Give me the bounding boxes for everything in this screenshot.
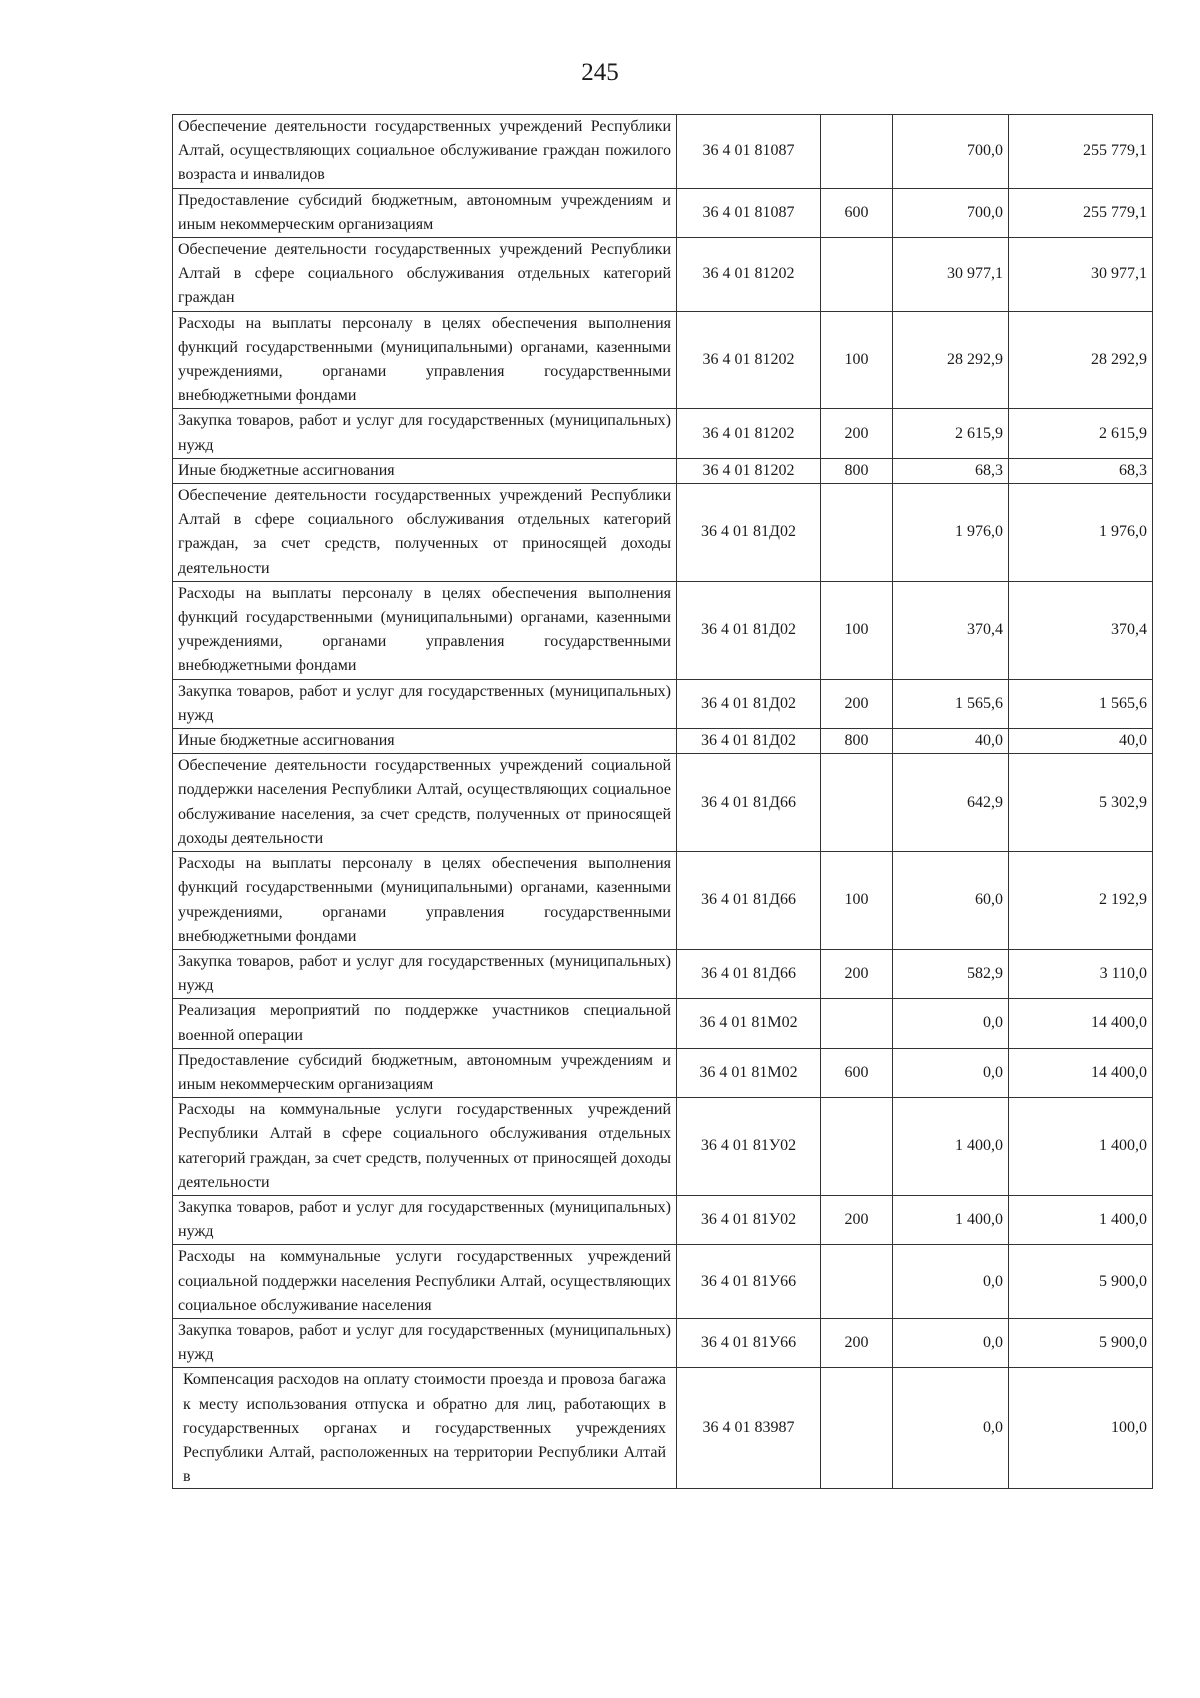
row-expense-type-cell: 200 <box>821 1195 893 1244</box>
row-amount-total-cell: 1 400,0 <box>1009 1195 1153 1244</box>
row-code-cell: 36 4 01 81Д02 <box>677 679 821 728</box>
row-expense-type-cell <box>821 1245 893 1319</box>
table-row <box>173 679 1153 728</box>
table-row <box>173 1245 1153 1319</box>
row-code-cell: 36 4 01 81202 <box>677 458 821 483</box>
row-name-text: Компенсация расходов на оплату стоимости проезда и провоза багажа к месту использования отпуска и обратно для лиц, работающих в государственных органах и государственных учреждениях Республики Алтай, расположенных на территории Республики Алтай в <box>183 1371 666 1486</box>
table-row <box>173 1318 1153 1367</box>
row-code-cell: 36 4 01 81202 <box>677 238 821 312</box>
row-code-cell: 36 4 01 81202 <box>677 409 821 458</box>
table-row <box>173 1368 1153 1489</box>
row-name-cell: Предоставление субсидий бюджетным, автономным учреждениям и иным некоммерческим организациям <box>173 1048 677 1097</box>
row-code-cell: 36 4 01 81М02 <box>677 1048 821 1097</box>
row-amount-total-cell: 100,0 <box>1009 1368 1153 1489</box>
row-amount-cell: 2 615,9 <box>893 409 1009 458</box>
row-name-cell: Закупка товаров, работ и услуг для государственных (муниципальных) нужд <box>173 1318 677 1367</box>
row-expense-type-cell <box>821 999 893 1048</box>
row-expense-type-cell <box>821 115 893 189</box>
table-row <box>173 188 1153 237</box>
table-row <box>173 1195 1153 1244</box>
row-code-cell: 36 4 01 81У02 <box>677 1098 821 1196</box>
row-code-cell: 36 4 01 81Д66 <box>677 852 821 950</box>
row-amount-cell: 68,3 <box>893 458 1009 483</box>
row-amount-total-cell: 68,3 <box>1009 458 1153 483</box>
row-amount-total-cell: 370,4 <box>1009 581 1153 679</box>
row-name-cell: Предоставление субсидий бюджетным, автономным учреждениям и иным некоммерческим организациям <box>173 188 677 237</box>
row-amount-total-cell: 5 900,0 <box>1009 1318 1153 1367</box>
row-amount-total-cell: 255 779,1 <box>1009 115 1153 189</box>
row-name-cell: Обеспечение деятельности государственных учреждений Республики Алтай в сфере социального обслуживания отдельных категорий граждан <box>173 238 677 312</box>
row-name-cell: Закупка товаров, работ и услуг для государственных (муниципальных) нужд <box>173 949 677 998</box>
table-row <box>173 238 1153 312</box>
row-name-cell: Обеспечение деятельности государственных учреждений Республики Алтай, осуществляющих социальное обслуживание граждан пожилого возраста и инвалидов <box>173 115 677 189</box>
row-name-cell <box>173 1368 677 1489</box>
row-name-cell: Иные бюджетные ассигнования <box>173 458 677 483</box>
row-amount-total-cell: 2 615,9 <box>1009 409 1153 458</box>
row-name-cell: Расходы на выплаты персоналу в целях обеспечения выполнения функций государственными (муниципальными) органами, казенными учреждениями, органами управления государственными внебюджетными фондами <box>173 581 677 679</box>
row-name-cell: Обеспечение деятельности государственных учреждений социальной поддержки населения Республики Алтай, осуществляющих социальное обслуживание населения, за счет средств, полученных от приносящей доходы деятельности <box>173 754 677 852</box>
row-name-cell: Расходы на коммунальные услуги государственных учреждений Республики Алтай в сфере социального обслуживания отдельных категорий граждан, за счет средств, полученных от приносящей доходы деятельности <box>173 1098 677 1196</box>
row-amount-cell: 0,0 <box>893 1318 1009 1367</box>
row-amount-cell: 1 400,0 <box>893 1098 1009 1196</box>
row-code-cell: 36 4 01 81Д02 <box>677 484 821 582</box>
row-amount-total-cell: 1 565,6 <box>1009 679 1153 728</box>
row-code-cell: 36 4 01 81202 <box>677 311 821 409</box>
row-amount-cell: 1 565,6 <box>893 679 1009 728</box>
row-code-cell: 36 4 01 81Д02 <box>677 581 821 679</box>
row-expense-type-cell: 200 <box>821 679 893 728</box>
row-amount-total-cell: 30 977,1 <box>1009 238 1153 312</box>
row-code-cell: 36 4 01 81У66 <box>677 1318 821 1367</box>
row-amount-cell: 582,9 <box>893 949 1009 998</box>
row-expense-type-cell <box>821 1098 893 1196</box>
budget-table-body <box>173 115 1153 1489</box>
row-amount-total-cell: 1 976,0 <box>1009 484 1153 582</box>
row-amount-total-cell: 5 302,9 <box>1009 754 1153 852</box>
row-name-cell: Расходы на коммунальные услуги государственных учреждений социальной поддержки населения Республики Алтай, осуществляющих социальное обслуживание населения <box>173 1245 677 1319</box>
row-amount-cell: 0,0 <box>893 999 1009 1048</box>
row-amount-total-cell: 5 900,0 <box>1009 1245 1153 1319</box>
row-amount-total-cell: 14 400,0 <box>1009 999 1153 1048</box>
row-amount-cell: 60,0 <box>893 852 1009 950</box>
row-name-cell: Расходы на выплаты персоналу в целях обеспечения выполнения функций государственными (муниципальными) органами, казенными учреждениями, органами управления государственными внебюджетными фондами <box>173 311 677 409</box>
table-row <box>173 484 1153 582</box>
row-expense-type-cell <box>821 238 893 312</box>
budget-table <box>172 114 1153 1489</box>
row-code-cell: 36 4 01 83987 <box>677 1368 821 1489</box>
row-amount-cell: 1 976,0 <box>893 484 1009 582</box>
table-row <box>173 852 1153 950</box>
row-expense-type-cell: 100 <box>821 311 893 409</box>
table-row <box>173 729 1153 754</box>
row-code-cell: 36 4 01 81М02 <box>677 999 821 1048</box>
row-code-cell: 36 4 01 81У66 <box>677 1245 821 1319</box>
row-amount-cell: 700,0 <box>893 115 1009 189</box>
row-name-cell: Обеспечение деятельности государственных учреждений Республики Алтай в сфере социального обслуживания отдельных категорий граждан, за счет средств, полученных от приносящей доходы деятельности <box>173 484 677 582</box>
row-amount-cell: 1 400,0 <box>893 1195 1009 1244</box>
table-row <box>173 949 1153 998</box>
table-row <box>173 999 1153 1048</box>
row-name-cell: Закупка товаров, работ и услуг для государственных (муниципальных) нужд <box>173 679 677 728</box>
row-amount-cell: 700,0 <box>893 188 1009 237</box>
row-expense-type-cell <box>821 484 893 582</box>
row-expense-type-cell: 200 <box>821 1318 893 1367</box>
table-row <box>173 458 1153 483</box>
row-amount-total-cell: 14 400,0 <box>1009 1048 1153 1097</box>
row-amount-total-cell: 40,0 <box>1009 729 1153 754</box>
row-amount-cell: 40,0 <box>893 729 1009 754</box>
row-code-cell: 36 4 01 81Д02 <box>677 729 821 754</box>
row-expense-type-cell: 100 <box>821 581 893 679</box>
table-row <box>173 1098 1153 1196</box>
row-amount-cell: 370,4 <box>893 581 1009 679</box>
table-row <box>173 1048 1153 1097</box>
row-name-cell: Иные бюджетные ассигнования <box>173 729 677 754</box>
row-amount-total-cell: 28 292,9 <box>1009 311 1153 409</box>
row-amount-cell: 28 292,9 <box>893 311 1009 409</box>
row-code-cell: 36 4 01 81087 <box>677 188 821 237</box>
row-code-cell: 36 4 01 81087 <box>677 115 821 189</box>
table-row <box>173 581 1153 679</box>
row-name-cell: Реализация мероприятий по поддержке участников специальной военной операции <box>173 999 677 1048</box>
row-expense-type-cell: 600 <box>821 188 893 237</box>
row-expense-type-cell: 800 <box>821 458 893 483</box>
table-row <box>173 115 1153 189</box>
row-amount-cell: 0,0 <box>893 1048 1009 1097</box>
row-code-cell: 36 4 01 81Д66 <box>677 949 821 998</box>
page-number: 245 <box>581 59 619 86</box>
row-expense-type-cell <box>821 754 893 852</box>
row-amount-total-cell: 2 192,9 <box>1009 852 1153 950</box>
row-amount-total-cell: 255 779,1 <box>1009 188 1153 237</box>
table-row <box>173 311 1153 409</box>
row-amount-total-cell: 1 400,0 <box>1009 1098 1153 1196</box>
row-expense-type-cell: 600 <box>821 1048 893 1097</box>
row-expense-type-cell: 800 <box>821 729 893 754</box>
row-name-cell: Закупка товаров, работ и услуг для государственных (муниципальных) нужд <box>173 409 677 458</box>
row-expense-type-cell: 100 <box>821 852 893 950</box>
row-expense-type-cell: 200 <box>821 409 893 458</box>
row-expense-type-cell <box>821 1368 893 1489</box>
row-code-cell: 36 4 01 81Д66 <box>677 754 821 852</box>
row-amount-total-cell: 3 110,0 <box>1009 949 1153 998</box>
row-amount-cell: 30 977,1 <box>893 238 1009 312</box>
table-row <box>173 754 1153 852</box>
row-amount-cell: 642,9 <box>893 754 1009 852</box>
row-name-cell: Закупка товаров, работ и услуг для государственных (муниципальных) нужд <box>173 1195 677 1244</box>
row-amount-cell: 0,0 <box>893 1245 1009 1319</box>
row-amount-cell: 0,0 <box>893 1368 1009 1489</box>
table-row <box>173 409 1153 458</box>
row-name-cell: Расходы на выплаты персоналу в целях обеспечения выполнения функций государственными (муниципальными) органами, казенными учреждениями, органами управления государственными внебюджетными фондами <box>173 852 677 950</box>
row-code-cell: 36 4 01 81У02 <box>677 1195 821 1244</box>
row-expense-type-cell: 200 <box>821 949 893 998</box>
